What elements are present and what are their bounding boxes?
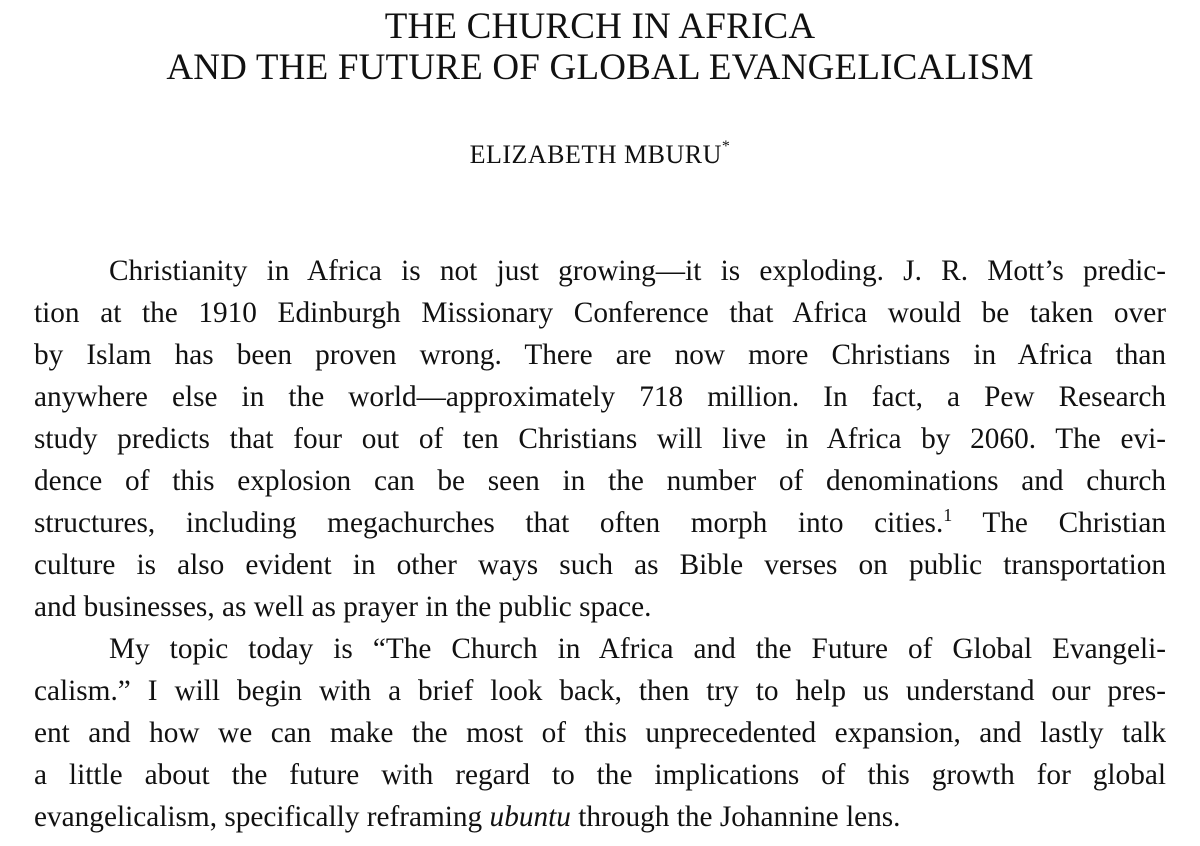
p2-line-5-part-b: through the Johannine lens. [570, 801, 901, 833]
article-title [34, 0, 1166, 88]
p1-line-7 [34, 502, 1166, 544]
ubuntu-term: ubuntu [489, 801, 571, 833]
p2-line-2: calism.” I will begin with a brief look back, then try to help us understand our pres- [34, 675, 1166, 707]
p1-line-6: dence of this explosion can be seen in the number of denominations and church [34, 465, 1166, 497]
p1-line-7-part-b: The Christian [952, 507, 1166, 539]
p2-line-3: ent and how we can make the most of this unprecedented expansion, and lastly talk [34, 717, 1166, 749]
title-line-2: AND THE FUTURE OF GLOBAL EVANGELICALISM [166, 47, 1034, 88]
p2-line-4: a little about the future with regard to the implications of this growth for global [34, 759, 1166, 791]
document-page [34, 0, 1166, 838]
article-body [34, 250, 1166, 838]
p2-line-5 [34, 796, 1166, 838]
p1-line-3: by Islam has been proven wrong. There are now more Christians in Africa than [34, 339, 1166, 371]
p2-line-1: My topic today is “The Church in Africa and the Future of Global Evangeli- [109, 633, 1166, 665]
paragraph-2 [34, 628, 1166, 838]
p1-line-8: culture is also evident in other ways such as Bible verses on public transportation [34, 549, 1166, 581]
p1-line-4: anywhere else in the world—approximately 718 million. In fact, a Pew Research [34, 381, 1166, 413]
p1-line-7-part-a: structures, including megachurches that often morph into cities. [34, 507, 944, 539]
p1-line-2: tion at the 1910 Edinburgh Missionary Conference that Africa would be taken over [34, 297, 1166, 329]
p1-line-9: and businesses, as well as prayer in the public space. [34, 591, 652, 623]
author-name: ELIZABETH MBURU [469, 140, 722, 169]
p2-line-5-part-a: evangelicalism, specifically reframing [34, 801, 490, 833]
title-line-1: THE CHURCH IN AFRICA [384, 6, 816, 47]
author-byline [34, 140, 1166, 170]
paragraph-1 [34, 250, 1166, 628]
footnote-ref-1[interactable]: 1 [943, 505, 953, 525]
p1-line-5: study predicts that four out of ten Christians will live in Africa by 2060. The evi- [34, 423, 1166, 455]
p1-line-1: Christianity in Africa is not just growing—it is exploding. J. R. Mott’s predic- [109, 255, 1166, 287]
author-footnote-mark: * [721, 138, 731, 155]
